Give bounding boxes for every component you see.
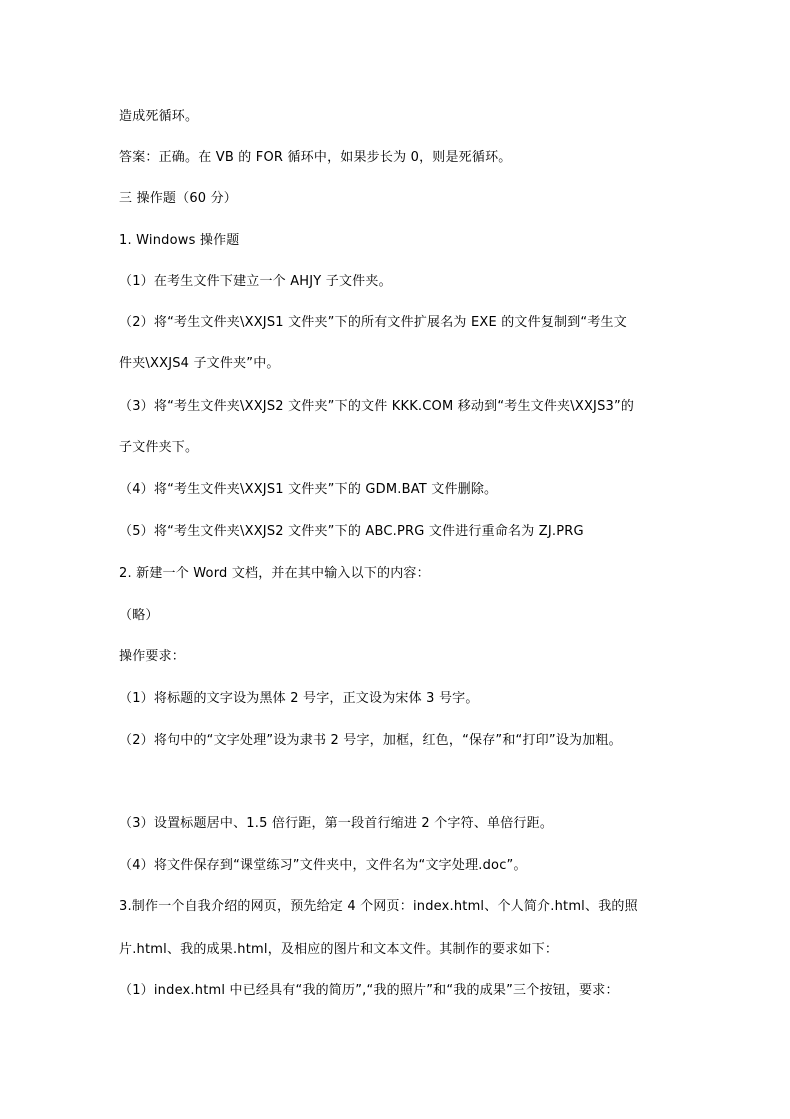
task-item: （1）index.html 中已经具有“我的简历”,“我的照片”和“我的成果”三个按钮，要求： (119, 983, 619, 998)
question-heading-windows: 1. Windows 操作题 (119, 233, 240, 248)
text-line-answer: 答案：正确。在 VB 的 FOR 循环中，如果步长为 0，则是死循环。 (119, 150, 512, 165)
question-text-continued: 片.html、我的成果.html，及相应的图片和文本文件。其制作的要求如下： (119, 942, 559, 957)
task-item: （2）将句中的“文字处理”设为隶书 2 号字，加框，红色，“保存”和“打印”设为加粗。 (119, 733, 622, 748)
text-line-continuation: 造成死循环。 (119, 109, 199, 124)
question-heading-webpage: 3.制作一个自我介绍的网页，预先给定 4 个网页：index.html、个人简介.html、我的照 (119, 899, 638, 914)
task-item: （1）在考生文件下建立一个 AHJY 子文件夹。 (119, 274, 392, 289)
text-line-omitted: （略） (119, 608, 159, 623)
task-item: （3）设置标题居中、1.5 倍行距，第一段首行缩进 2 个字符、单倍行距。 (119, 816, 554, 831)
task-item-continued: 件夹\XXJS4 子文件夹”中。 (119, 356, 280, 371)
task-item: （2）将“考生文件夹\XXJS1 文件夹”下的所有文件扩展名为 EXE 的文件复制到“考生文 (119, 315, 627, 330)
task-item: （1）将标题的文字设为黑体 2 号字，正文设为宋体 3 号字。 (119, 691, 479, 706)
section-heading-operations: 三 操作题（60 分） (119, 191, 238, 206)
question-heading-word: 2. 新建一个 Word 文档，并在其中输入以下的内容： (119, 566, 430, 581)
task-item: （4）将“考生文件夹\XXJS1 文件夹”下的 GDM.BAT 文件删除。 (119, 482, 498, 497)
requirements-label: 操作要求： (119, 649, 186, 664)
task-item: （3）将“考生文件夹\XXJS2 文件夹”下的文件 KKK.COM 移动到“考生文件夹\XXJS3”的 (119, 399, 635, 414)
task-item: （5）将“考生文件夹\XXJS2 文件夹”下的 ABC.PRG 文件进行重命名为 ZJ.PRG (119, 524, 584, 539)
task-item-continued: 子文件夹下。 (119, 440, 199, 455)
task-item: （4）将文件保存到“课堂练习”文件夹中，文件名为“文字处理.doc”。 (119, 858, 527, 873)
